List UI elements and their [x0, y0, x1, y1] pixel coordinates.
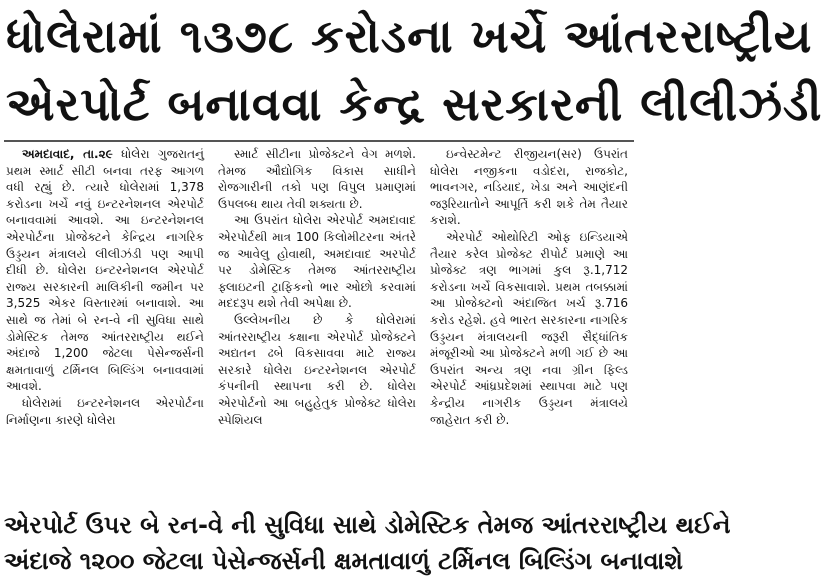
paragraph: ઇન્વેસ્ટમેન્ટ રીજીયન(સર) ઉપરાંત ધોલેરા નજીકના વડોદરા, રાજકોટ, ભાવનગર, નડિયાદ, ખેડા અને આણંદની જરૂરિયાતોને આપૂર્તિ કરી શકે તેમ તૈયાર કરાશે.	[430, 147, 628, 228]
paragraph-text: ધોલેરા ગુજરાતનું પ્રથમ સ્માર્ટ સીટી બનવા તરફ આગળ વધી રહ્યું છે. ત્યારે ધોલેરામાં 1,378 કરોડના ખર્ચે નવું ઇન્ટરનેશનલ એરપોર્ટ બનાવવામાં આવશે. આ ઇન્ટરનેશનલ એરપોર્ટના પ્રોજેક્ટને કેન્દ્રિય નાગરિક ઉડ્ડયન મંત્રાલયે લીલીઝંડી પણ આપી દીધી છે. ધોલેરા ઇન્ટરનેશનલ એરપોર્ટ રાજ્ય સરકારની માલિકીની જમીન પર 3,525 એકર વિસ્તારમાં બનાવાશે. આ સાથે જ તેમાં બે રન-વે ની સુવિધા સાથે ડોમેસ્ટિક તેમજ આંતરરાષ્ટ્રીય થઈને અંદાજે 1,200 જેટલા પેસેન્જર્સની ક્ષમતાવાળું ટર્મિનલ બિલ્ડિંગ બનાવવામાં આવશે.	[6, 147, 204, 394]
article-column-1	[6, 146, 204, 501]
article-body	[6, 146, 632, 501]
headline-line-2: એરપોર્ટ બનાવવા કેન્દ્ર સરકારની લીલીઝંડી	[6, 77, 822, 131]
dateline: અમદાવાદ, તા.૨૯	[22, 147, 113, 161]
headline	[0, 0, 822, 140]
article-column-2	[218, 146, 416, 501]
highlight-callout	[0, 506, 731, 581]
paragraph: આ ઉપરાંત ધોલેરા એરપોર્ટ અમદાવાદ એરપોર્ટથી માત્ર 100 કિલોમીટરના અંતરે જ આવેલુ હોવાથી, અમદાવાદ અરપોર્ટ પર ડોમેસ્ટિક તેમજ આંતરરાષ્ટ્રીય ફ્લાઇટની ટ્રાફિકનો ભાર ઓછો કરવામાં મદદરૂપ થશે તેવી અપેક્ષા છે.	[218, 213, 416, 311]
callout-line-1: એરપોર્ટ ઉપર બે રન-વે ની સુવિધા સાથે ડોમેસ્ટિક તેમજ આંતરરાષ્ટ્રીય થઈને	[4, 511, 731, 539]
headline-line-1: ધોલેરામાં ૧૩૭૮ કરોડના ખર્ચે આંતરરાષ્ટ્રીય	[6, 9, 813, 63]
article-column-3	[430, 146, 628, 501]
paragraph: સ્માર્ટ સીટીના પ્રોજેક્ટને વેગ મળશે. તેમજ ઔદ્યોગિક વિકાસ સાધીને રોજગારીની તકો પણ વિપુલ પ્રમાણમાં ઉપલબ્ધ થાય તેવી શક્યતા છે.	[218, 147, 416, 211]
paragraph: એરપોર્ટ ઓથોરિટી ઓફ ઇન્ડિયાએ તૈયાર કરેલ પ્રોજેક્ટ રીપોર્ટ પ્રમાણે આ પ્રોજેક્ટ ત્રણ ભાગમાં કુલ રૂ.1,712 કરોડના ખર્ચે વિકસાવાશે. પ્રથમ તબક્કામાં આ પ્રોજેક્ટનો અંદાજિત ખર્ચ રૂ.716 કરોડ રહેશે. હવે ભારત સરકારના નાગરિક ઉડ્ડયન મંત્રાલયની જરૂરી સૈદ્ધાંતિક મંજૂરીઓ આ પ્રોજેક્ટને મળી ગઈ છે આ ઉપરાંત અન્ય ત્રણ નવા ગ્રીન ફિલ્ડ એરપોર્ટ આંધ્રપ્રદેશમાં સ્થાપવા માટે પણ કેન્દ્રીય નાગરીક ઉડ્ડયન મંત્રાલયે જાહેરાત કરી છે.	[430, 229, 628, 427]
paragraph: ધોલેરામાં ઇન્ટરનેશનલ એરપોર્ટના નિર્માણના કારણે ધોલેરા	[6, 395, 204, 427]
headline-divider	[4, 140, 634, 142]
paragraph: ઉલ્લેખનીય છે કે ધોલેરામાં આંતરરાષ્ટ્રીય કક્ષાના એરપોર્ટ પ્રોજેક્ટને અદ્યતન ઢબે વિકસાવવા માટે રાજ્ય સરકારે ધોલેરા ઇન્ટરનેશનલ એરપોર્ટ કંપનીની સ્થાપના કરી છે. ધોલેરા એરપોર્ટનો આ બહુહેતુક પ્રોજેક્ટ ધોલેરા સ્પેશિયલ	[218, 312, 416, 427]
callout-line-2: અંદાજે ૧૨૦૦ જેટલા પેસેન્જર્સની ક્ષમતાવાળું ટર્મિનલ બિલ્ડિંગ બનાવાશે	[4, 547, 683, 575]
paragraph	[6, 146, 204, 395]
